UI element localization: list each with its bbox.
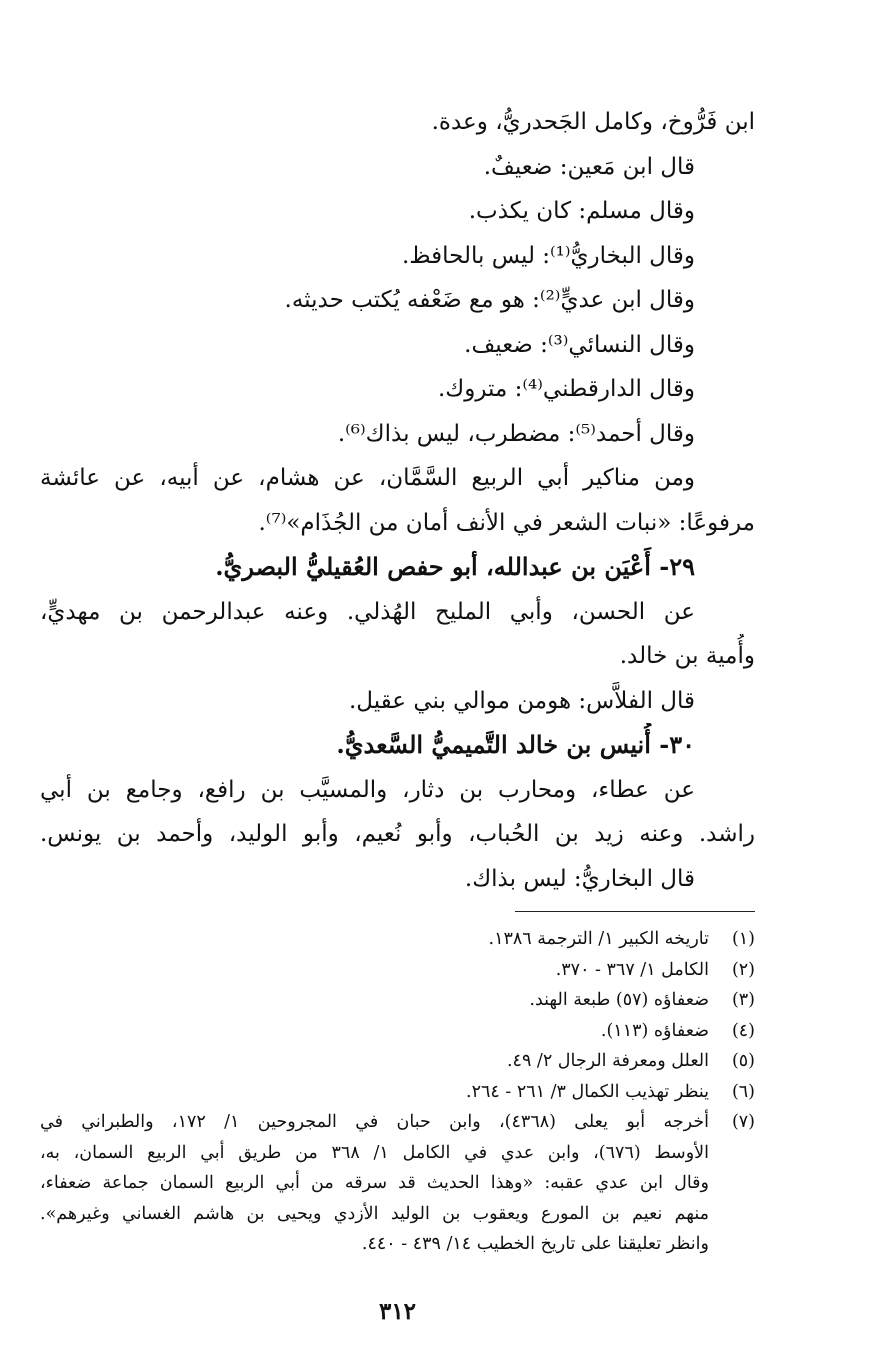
entry-heading: ٣٠- أُنيس بن خالد التَّميميُّ السَّعديُّ. [336,730,695,759]
footnote [40,1046,755,1077]
footnote-text: ينظر تهذيب الكمال ٣/ ٢٦١ - ٢٦٤. [466,1081,709,1102]
text-line: قال الفلاَّس: هومن موالي بني عقيل. [349,687,695,714]
text-line: عن الحسن، وأبي المليح الهُذلي. وعنه عبدالرحمن بن مهديٍّ، [40,598,695,625]
footnote-number: (٦) [731,1081,755,1102]
footnote-text: تاريخه الكبير ١/ الترجمة ١٣٨٦. [488,929,709,949]
text-line: ومن مناكير أبي الربيع السَّمَّان، عن هشام، عن أبيه، عن عائشة [40,465,695,491]
footnote-number: (٧) [731,1112,755,1132]
footnote-text: ضعفاؤه (١١٣). [600,1020,709,1041]
text-line: وقال الدارقطني⁽⁴⁾: متروك. [437,376,695,402]
footnote [40,924,755,955]
text-line: راشد. وعنه زيد بن الحُباب، وأبو نُعيم، وأبو الوليد، وأحمد بن يونس. [40,821,755,847]
footnote-text: منهم نعيم بن المورع ويعقوب بن الوليد الأزدي ويحيى بن هاشم الغساني وغيرهم». [40,1203,709,1224]
text-line: وقال ابن عديٍّ⁽²⁾: هو مع ضَعْفه يُكتب حديثه. [284,287,695,313]
book-page [40,100,755,1370]
footnote-text: العلل ومعرفة الرجال ٢/ ٤٩. [506,1051,709,1071]
footnote-text: أخرجه أبو يعلى (٤٣٦٨)، وابن حبان في المجروحين ١/ ١٧٢، والطبراني في [40,1112,709,1132]
text-line: وقال البخاريُّ⁽¹⁾: ليس بالحافظ. [401,242,695,269]
text-line: عن عطاء، ومحارب بن دثار، والمسيَّب بن رافع، وجامع بن أبي [40,776,695,803]
footnote-text: وانظر تعليقنا على تاريخ الخطيب ١٤/ ٤٣٩ - ٤٤٠. [361,1234,709,1254]
footnote [40,955,755,986]
page-number: ٣١٢ [378,1298,417,1325]
footnote-text: وقال ابن عدي عقبه: «وهذا الحديث قد سرقه من أبي الربيع السمان جماعة ضعفاء، [40,1173,709,1193]
footnote [40,1016,755,1047]
footnote-text: ضعفاؤه (٥٧) طبعة الهند. [529,990,709,1010]
text-line: ابن فَرُّوخ، وكامل الجَحدريُّ، وعدة. [431,109,755,135]
text-line: وقال أحمد⁽⁵⁾: مضطرب، ليس بذاك⁽⁶⁾. [337,420,695,447]
footnote [40,1077,755,1108]
footnote [40,1107,755,1260]
text-line: قال ابن مَعين: ضعيفٌ. [483,153,695,180]
text-line: قال البخاريُّ: ليس بذاك. [464,865,695,892]
text-line: وقال مسلم: كان يكذب. [468,198,695,224]
footnote-number: (٥) [731,1051,755,1071]
footnote-text: الكامل ١/ ٣٦٧ - ٣٧٠. [555,959,709,980]
main-text [40,100,755,901]
entry-heading: ٢٩- أَعْيَن بن عبدالله، أبو حفص العُقيليُّ البصريُّ. [215,552,695,581]
footnote-text: الأوسط (٦٧٦)، وابن عدي في الكامل ١/ ٣٦٨ من طريق أبي الربيع السمان، به، [40,1142,709,1163]
text-line: وقال النسائي⁽³⁾: ضعيف. [464,331,695,358]
footnote-number: (٤) [731,1020,755,1041]
text-line: وأُمية بن خالد. [619,643,755,669]
footnote-number: (٣) [731,990,755,1010]
footnote-separator [515,911,755,912]
footnote-number: (٢) [731,959,755,980]
footnotes [40,924,755,1260]
text-line: مرفوعًا: «نبات الشعر في الأنف أمان من الجُذَام»⁽⁷⁾. [258,509,755,536]
footnote-number: (١) [731,929,755,949]
footnote [40,985,755,1016]
